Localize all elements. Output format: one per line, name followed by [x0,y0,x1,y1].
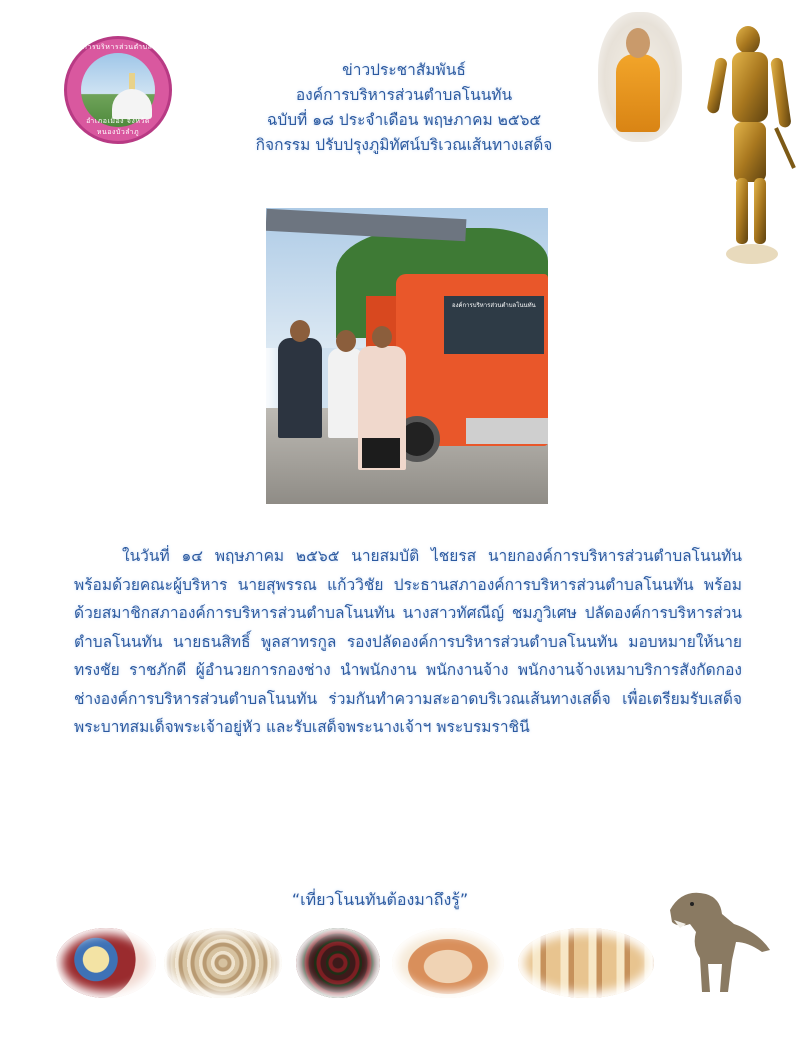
dinosaur-image [662,880,774,1000]
food-image-4 [392,928,504,998]
header-organization: องค์การบริหารส่วนตำบลโนนทัน [295,86,513,104]
activity-photo [266,208,548,504]
header-activity: กิจกรรม ปรับปรุงภูมิทัศน์บริเวณเส้นทางเสด็จ [255,136,553,154]
news-body-paragraph: ในวันที่ ๑๔ พฤษภาคม ๒๕๖๕ นายสมบัติ ไชยรส นายกองค์การบริหารส่วนตำบลโนนทัน พร้อมด้วยคณะผู้บริหาร นายสุพรรณ แก้ววิชัย ประธานสภาองค์การบริหารส่วนตำบลโนนทัน พร้อมด้วยสมาชิกสภาองค์การบริหารส่วนตำบลโนนทัน นางสาวทัศณีญ์ ชมภูวิเศษ ปลัดองค์การบริหารส่วนตำบลโนนทัน นายธนสิทธิ์ พูลสาทรกูล รองปลัดองค์การบริหารส่วนตำบลโนนทัน มอบหมายให้นายทรงชัย ราชภักดี ผู้อำนวยการกองช่าง นำพนักงาน พนักงานจ้าง พนักงานจ้างเหมาบริการสังกัดกองช่างองค์การบริหารส่วนตำบลโนนทัน ร่วมกันทำความสะอาดบริเวณเส้นทางเสด็จ เพื่อเตรียมรับเสด็จพระบาทสมเด็จพระเจ้าอยู่หัว และรับเสด็จพระนางเจ้าฯ พระบรมราชินี [74,547,742,736]
food-image-1 [56,928,156,998]
organization-logo [64,36,172,144]
news-header [214,58,594,158]
monk-image [598,12,682,142]
header-issue: ฉบับที่ ๑๘ ประจำเดือน พฤษภาคม ๒๕๖๕ [266,111,542,129]
tourism-slogan: “เที่ยวโนนทันต้องมาถึงรู้” [291,890,469,909]
header-title: ข่าวประชาสัมพันธ์ [342,61,466,79]
logo-ring-text-bottom: อำเภอเมือง จังหวัดหนองบัวลำภู [86,117,150,136]
truck-sign-text: องค์การบริหารส่วนตำบลโนนทัน [452,302,536,309]
food-image-3 [296,928,380,998]
monk-head [626,28,650,58]
food-image-2 [164,928,282,998]
person-head [290,320,310,342]
logo-dome [112,89,152,119]
warrior-statue-image [706,18,796,266]
person-legs [362,438,400,468]
person-head [372,326,392,348]
person-figure [278,338,322,438]
truck-bumper [466,418,548,444]
food-image-5 [518,928,654,998]
monk-robe [616,54,660,132]
logo-ring-text-top: องค์การบริหารส่วนตำบลโนน [68,43,168,51]
person-head [336,330,356,352]
